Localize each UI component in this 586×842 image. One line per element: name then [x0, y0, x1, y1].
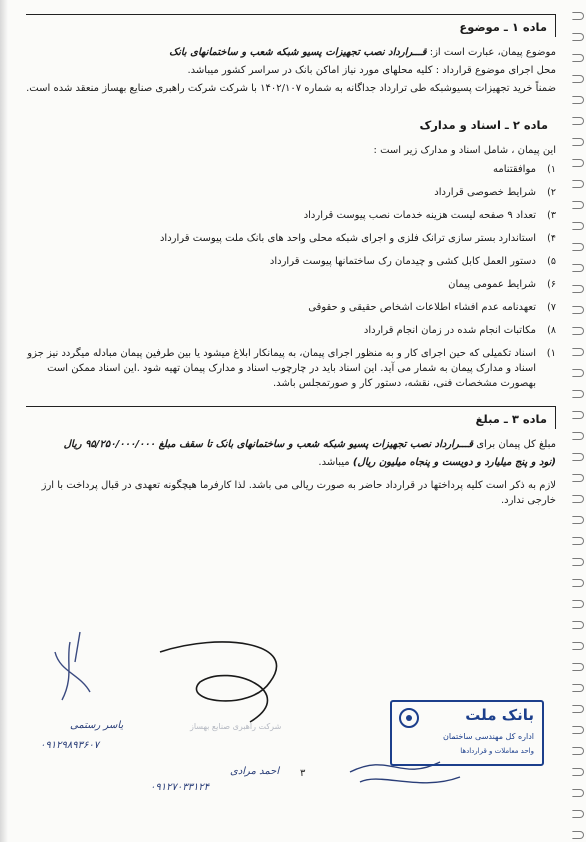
- list-item-text: استاندارد بستر سازی ترانک فلزی و اجرای شبکه محلی واحد های بانک ملت پیوست قرارداد: [159, 233, 536, 244]
- binder-ring: [572, 579, 584, 587]
- binder-ring: [572, 474, 584, 482]
- handwritten-phone: ۰۹۱۲۹۸۹۳۶۰۷: [40, 740, 100, 751]
- article1-location: محل اجرای موضوع قرارداد : کلیه محلهای مورد نیاز اماکن بانک در سراسر کشور میباشد.: [187, 65, 556, 76]
- list-item-text: شرایط خصوصی قرارداد: [434, 187, 536, 198]
- binder-ring: [572, 390, 584, 398]
- amount-words: (نود و پنج میلیارد و دویست و پنجاه میلیون ریال): [352, 457, 556, 468]
- binder-ring: [572, 222, 584, 230]
- list-item: [26, 300, 556, 315]
- article1-subject-prefix: موضوع پیمان، عبارت است از:: [429, 47, 556, 58]
- amount-highlight: قـــرارداد نصب تجهیزات پسیو شبکه شعب و ساختمانهای بانک تا سقف مبلغ ۹۵/۲۵۰/۰۰۰/۰۰۰ ریال: [63, 439, 474, 450]
- page-number: ۳: [300, 768, 306, 779]
- binder-ring: [572, 33, 584, 41]
- binder-ring: [572, 117, 584, 125]
- binder-ring: [572, 285, 584, 293]
- faint-company-stamp: شرکت راهبری صنایع بهساز: [190, 722, 282, 731]
- binder-ring: [572, 54, 584, 62]
- list-item-text: موافقتنامه: [493, 164, 536, 175]
- footnote-number: ۱): [546, 348, 556, 359]
- binder-ring: [572, 411, 584, 419]
- list-item-text: دستور العمل کابل کشی و چیدمان رک ساختمانها پیوست قرارداد: [269, 256, 536, 267]
- amount-suffix: میباشد.: [318, 457, 350, 468]
- list-item-number: ۸): [547, 325, 556, 336]
- article3-header: [26, 406, 556, 429]
- list-item-text: شرایط عمومی پیمان: [448, 279, 536, 290]
- binder-ring: [572, 243, 584, 251]
- list-item-text: مکاتبات انجام شده در زمان انجام قرارداد: [363, 325, 536, 336]
- list-item-text: تعداد ۹ صفحه لیست هزینه خدمات نصب پیوست قرارداد: [303, 210, 536, 221]
- list-item: [26, 208, 556, 223]
- binder-ring: [572, 348, 584, 356]
- article3-payment-note: لازم به ذکر است کلیه پرداختها در قرارداد حاضر به صورت ریالی می باشد. لذا کارفرما هیچگونه تعهدی در قبال پرداخت با ارز خارجی ندارد.: [41, 480, 556, 506]
- footnote-text: اسناد تکمیلی که حین اجرای کار و به منظور اجرای پیمان، به پیمانکار ابلاغ میشود یا بین طرفین پیمان مبادله میگردد نیز جزو اسناد و مدارک پیمان به شمار می آید. این اسناد باید در چارچوب اسناد و مدارک پیمان تهیه شود .این اسناد ممکن است بهصورت مشخصات فنی، نقشه، دستور کار و صورتمجلس باشد.: [27, 348, 536, 389]
- list-item: [26, 277, 556, 292]
- binder-ring: [572, 453, 584, 461]
- article2-intro: این پیمان ، شامل اسناد و مدارک زیر است :: [373, 145, 556, 156]
- binder-ring: [572, 96, 584, 104]
- binder-ring: [572, 537, 584, 545]
- signature-area: [0, 622, 586, 842]
- list-item: [26, 254, 556, 269]
- binder-ring: [572, 264, 584, 272]
- binder-ring: [572, 495, 584, 503]
- binder-ring: [572, 201, 584, 209]
- handwritten-phone-2: ۰۹۱۲۷۰۳۳۱۲۴: [150, 782, 210, 793]
- bank-stamp: [390, 700, 544, 766]
- article2-header: [26, 113, 556, 135]
- binder-ring: [572, 600, 584, 608]
- list-item: [26, 185, 556, 200]
- binder-ring: [572, 369, 584, 377]
- binder-ring: [572, 75, 584, 83]
- binder-ring: [572, 180, 584, 188]
- list-item-text: تعهدنامه عدم افشاء اطلاعات اشخاص حقیقی و حقوقی: [308, 302, 536, 313]
- article1-heading: ماده ۱ ـ موضوع: [459, 20, 547, 34]
- article1-header: [26, 14, 556, 37]
- bank-logo-icon: [398, 707, 420, 729]
- article2-list: [26, 162, 556, 338]
- list-item-number: ۴): [547, 233, 556, 244]
- list-item-number: ۵): [547, 256, 556, 267]
- list-item-number: ۷): [547, 302, 556, 313]
- article2-heading: ماده ۲ ـ اسناد و مدارک: [419, 118, 548, 132]
- stamp-line-2: واحد معاملات و قراردادها: [460, 747, 534, 755]
- amount-prefix: مبلغ کل پیمان برای: [476, 439, 556, 450]
- handwritten-name-2: احمد مرادی: [230, 766, 280, 777]
- binder-ring: [572, 432, 584, 440]
- document-body: [26, 14, 556, 511]
- article1-subject: [26, 45, 556, 60]
- handwritten-name: یاسر رستمی: [70, 720, 124, 731]
- list-item-number: ۲): [547, 187, 556, 198]
- binder-ring: [572, 327, 584, 335]
- stamp-bank-name: بانک ملت: [465, 706, 534, 724]
- article3-amount-words: [26, 455, 556, 470]
- article3-amount: [26, 437, 556, 452]
- article1-subject-highlight: قـــرارداد نصب تجهیزات پسیو شبکه شعب و ساختمانهای بانک: [169, 47, 427, 58]
- binder-ring: [572, 516, 584, 524]
- binder-ring: [572, 306, 584, 314]
- list-item: [26, 162, 556, 177]
- binder-ring: [572, 558, 584, 566]
- stamp-line-1: اداره کل مهندسی ساختمان: [443, 732, 534, 741]
- article1-note: ضمناً خرید تجهیزات پسیوشبکه طی ترارداد جداگانه به شماره ۱۴۰۲/۱۰۷ با شرکت شرکت راهبری صنایع بهساز منعقد شده است.: [26, 83, 556, 94]
- binder-ring: [572, 12, 584, 20]
- binder-ring: [572, 159, 584, 167]
- binder-ring: [572, 138, 584, 146]
- list-item: [26, 323, 556, 338]
- list-item-number: ۳): [547, 210, 556, 221]
- list-item-number: ۱): [547, 164, 556, 175]
- article2-footnote: [26, 346, 556, 391]
- list-item-number: ۶): [547, 279, 556, 290]
- article3-heading: ماده ۳ ـ مبلغ: [475, 412, 547, 426]
- list-item: [26, 231, 556, 246]
